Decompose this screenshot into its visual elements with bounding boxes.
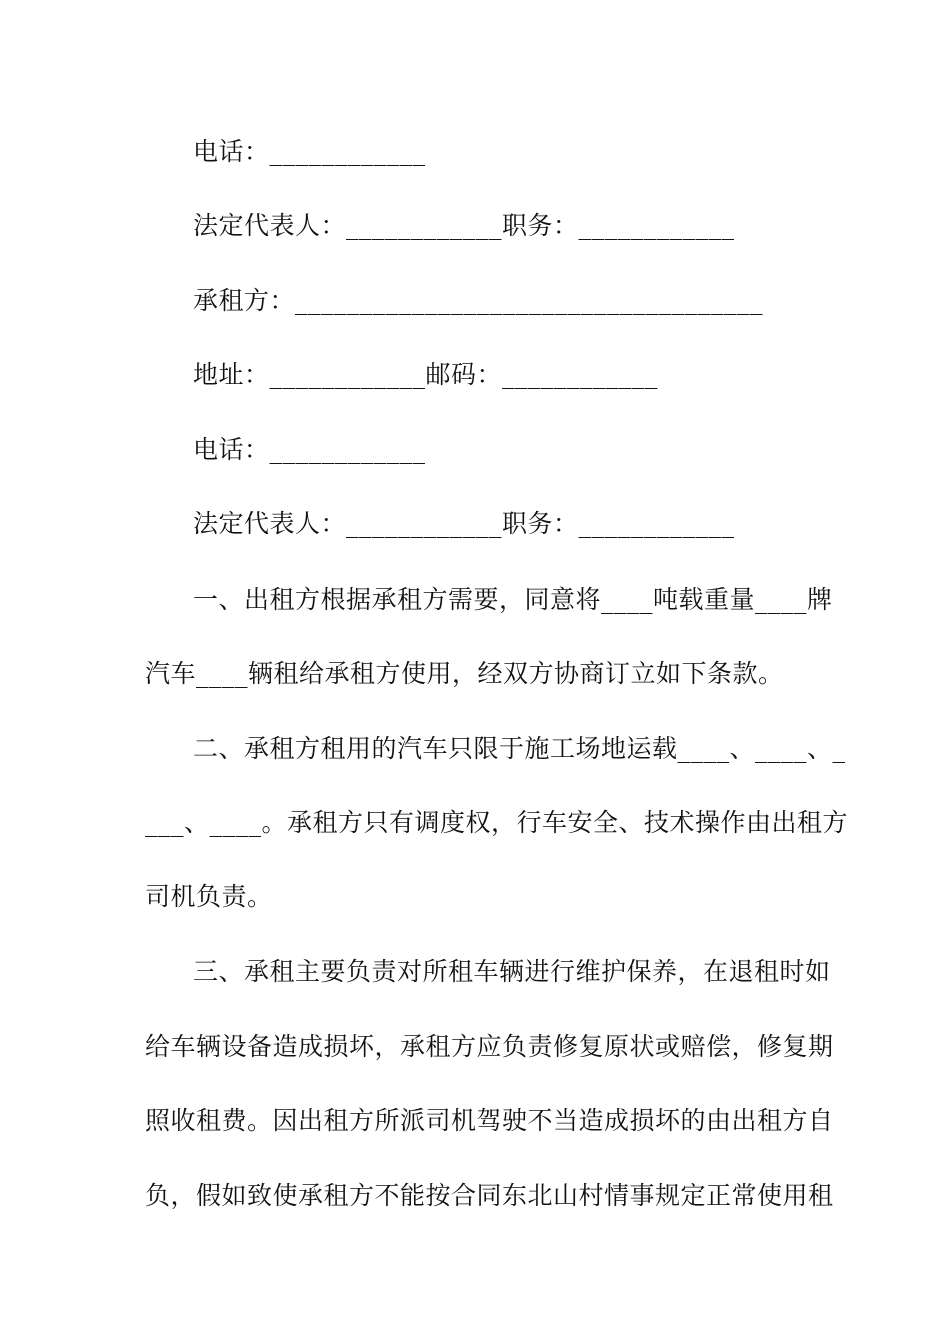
clause-3-line-1: 三、承租主要负责对所租车辆进行维护保养，在退租时如 xyxy=(193,957,831,986)
clause-2-line-2: ___、____。承租方只有调度权，行车安全、技术操作由出租方 xyxy=(145,808,849,837)
clause-2-line-3: 司机负责。 xyxy=(145,882,273,911)
clause-1-line-1: 一、出租方根据承租方需要，同意将____吨载重量____牌 xyxy=(193,585,833,614)
lessee-line: 承租方：____________________________________ xyxy=(193,286,764,315)
clause-1-line-2: 汽车____辆租给承租方使用，经双方协商订立如下条款。 xyxy=(145,659,784,688)
clause-3-line-3: 照收租费。因出租方所派司机驾驶不当造成损坏的由出租方自 xyxy=(145,1106,834,1135)
clause-3-line-4: 负，假如致使承租方不能按合同东北山村情事规定正常使用租 xyxy=(145,1181,834,1210)
lessee-address-line: 地址：____________邮码：____________ xyxy=(193,360,659,389)
lessee-legal-rep-line: 法定代表人：____________职务：____________ xyxy=(193,509,735,538)
lessor-phone-line: 电话：____________ xyxy=(193,137,426,166)
lessor-legal-rep-line: 法定代表人：____________职务：____________ xyxy=(193,211,735,240)
clause-2-line-1: 二、承租方租用的汽车只限于施工场地运载____、____、_ xyxy=(193,734,846,763)
clause-3-line-2: 给车辆设备造成损坏，承租方应负责修复原状或赔偿，修复期 xyxy=(145,1032,834,1061)
lessee-phone-line: 电话：____________ xyxy=(193,435,426,464)
